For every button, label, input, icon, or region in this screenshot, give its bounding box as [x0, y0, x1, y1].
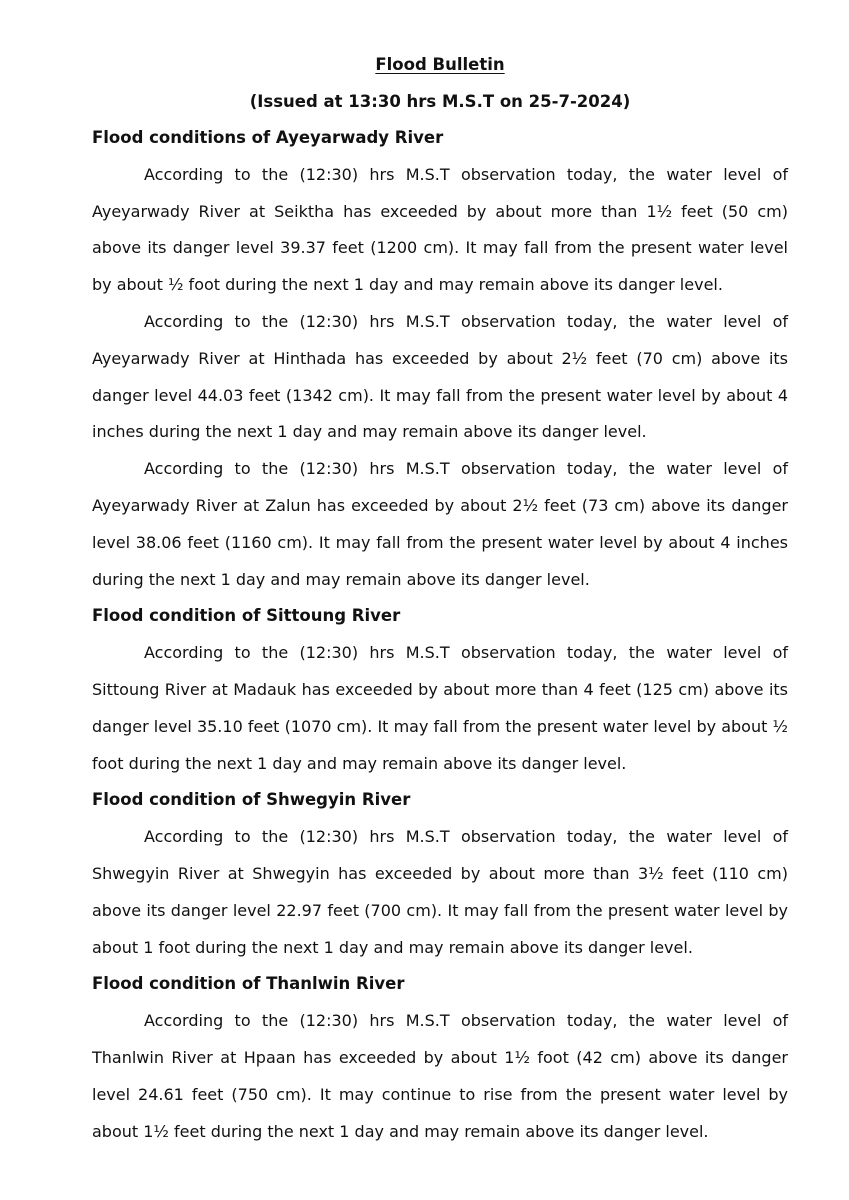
section-thanlwin — [92, 966, 788, 1150]
document-title: Flood Bulletin — [375, 55, 505, 74]
paragraph-madauk: According to the (12:30) hrs M.S.T observation today, the water level of Sittoung River at Madauk has exceeded by about more than 4 feet (125 cm) above its danger level 35.10 feet (1070 cm). It may fall from the present water level by about ½ foot during the next 1 day and may remain above its danger level. — [92, 643, 788, 773]
section-heading: Flood condition of Thanlwin River — [92, 974, 405, 994]
paragraph-seiktha: According to the (12:30) hrs M.S.T observation today, the water level of Ayeyarwady River at Seiktha has exceeded by about more than 1½ feet (50 cm) above its danger level 39.37 feet (1200 cm). It may fall from the present water level by about ½ foot during the next 1 day and may remain above its danger level. — [92, 164, 788, 295]
bulletin-body — [92, 120, 788, 1150]
paragraph-zalun: According to the (12:30) hrs M.S.T observation today, the water level of Ayeyarwady River at Zalun has exceeded by about 2½ feet (73 cm) above its danger level 38.06 feet (1160 cm). It may fall from the present water level by about 4 inches during the next 1 day and may remain above its danger level. — [92, 459, 788, 589]
paragraph-hinthada: According to the (12:30) hrs M.S.T observation today, the water level of Ayeyarwady River at Hinthada has exceeded by about 2½ feet (70 cm) above its danger level 44.03 feet (1342 cm). It may fall from the present water level by about 4 inches during the next 1 day and may remain above its danger level. — [92, 311, 788, 442]
section-heading: Flood conditions of Ayeyarwady River — [92, 128, 444, 147]
section-sittoung — [92, 598, 788, 782]
issued-line: (Issued at 13:30 hrs M.S.T on 25-7-2024) — [249, 92, 631, 111]
section-shwegyin — [92, 782, 788, 966]
paragraph-hpaan: According to the (12:30) hrs M.S.T observation today, the water level of Thanlwin River at Hpaan has exceeded by about 1½ foot (42 cm) above its danger level 24.61 feet (750 cm). It may continue to rise from the present water level by about 1½ feet during the next 1 day and may remain above its danger level. — [92, 1011, 788, 1141]
section-heading: Flood condition of Shwegyin River — [92, 790, 411, 810]
section-ayeyarwady — [92, 120, 788, 598]
paragraph-shwegyin: According to the (12:30) hrs M.S.T observation today, the water level of Shwegyin River at Shwegyin has exceeded by about more than 3½ feet (110 cm) above its danger level 22.97 feet (700 cm). It may fall from the present water level by about 1 foot during the next 1 day and may remain above its danger level. — [92, 827, 788, 957]
section-heading: Flood condition of Sittoung River — [92, 606, 401, 626]
